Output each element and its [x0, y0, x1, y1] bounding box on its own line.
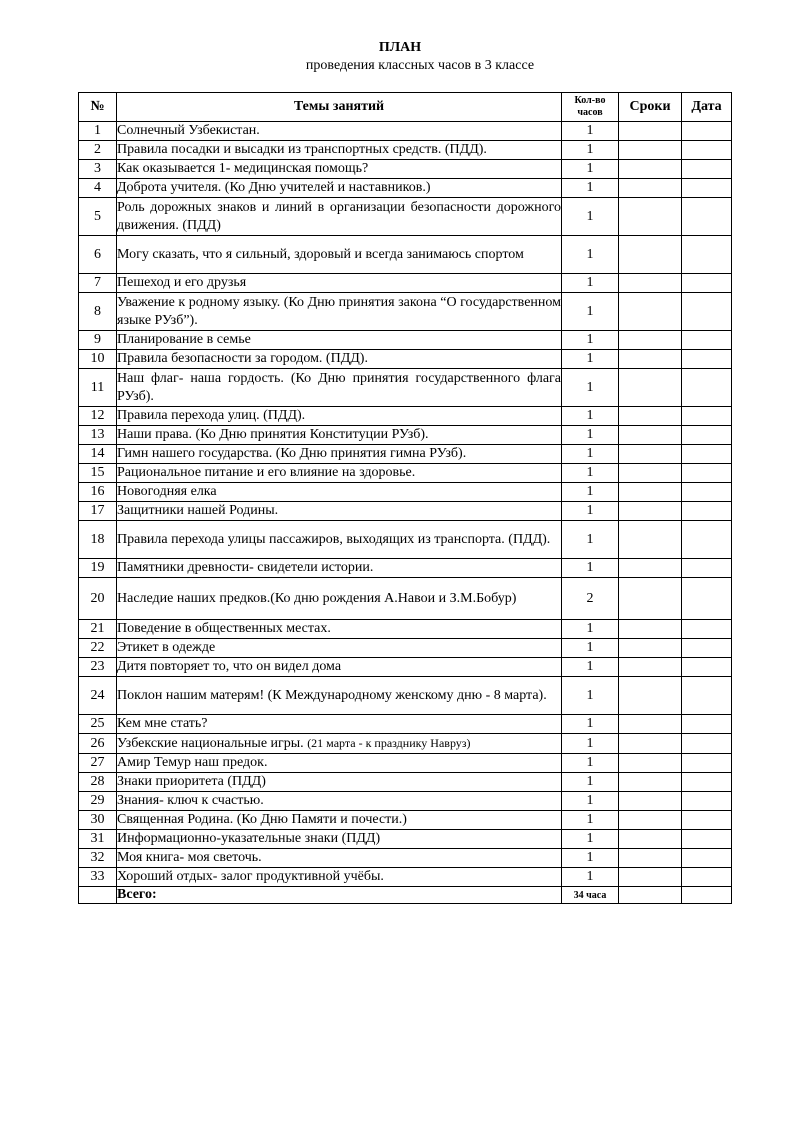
table-row	[79, 559, 732, 578]
row-topic: Правила посадки и высадки из транспортных средств. (ПДД).	[117, 141, 562, 160]
total-value: 34 часа	[562, 887, 619, 904]
row-date	[682, 658, 732, 677]
row-topic: Наш флаг- наша гордость. (Ко Дню принятия государственного флага РУзб).	[117, 369, 562, 407]
row-date	[682, 198, 732, 236]
row-date	[682, 293, 732, 331]
row-terms	[619, 620, 682, 639]
row-terms	[619, 407, 682, 426]
row-terms	[619, 734, 682, 754]
row-topic-text: Узбекские национальные игры.	[117, 736, 304, 751]
table-row	[79, 179, 732, 198]
row-topic: Знания- ключ к счастью.	[117, 792, 562, 811]
table-row	[79, 141, 732, 160]
row-num: 33	[79, 868, 117, 887]
row-num: 22	[79, 639, 117, 658]
row-topic: Дитя повторяет то, что он видел дома	[117, 658, 562, 677]
table-row	[79, 521, 732, 559]
row-date	[682, 274, 732, 293]
row-num: 14	[79, 445, 117, 464]
row-hours: 1	[562, 274, 619, 293]
row-hours: 1	[562, 179, 619, 198]
row-topic: Солнечный Узбекистан.	[117, 122, 562, 141]
row-hours: 1	[562, 502, 619, 521]
row-date	[682, 715, 732, 734]
row-hours: 1	[562, 160, 619, 179]
row-num: 17	[79, 502, 117, 521]
row-topic: Гимн нашего государства. (Ко Дню принятия гимна РУзб).	[117, 445, 562, 464]
row-date	[682, 369, 732, 407]
row-hours: 1	[562, 754, 619, 773]
row-num: 25	[79, 715, 117, 734]
row-num: 6	[79, 236, 117, 274]
row-terms	[619, 830, 682, 849]
table-row	[79, 483, 732, 502]
table-row	[79, 160, 732, 179]
row-date	[682, 160, 732, 179]
row-topic: Защитники нашей Родины.	[117, 502, 562, 521]
table-row	[79, 502, 732, 521]
row-terms	[619, 639, 682, 658]
row-num: 1	[79, 122, 117, 141]
table-row	[79, 792, 732, 811]
row-terms	[619, 445, 682, 464]
row-topic: Пешеход и его друзья	[117, 274, 562, 293]
total-terms-cell	[619, 887, 682, 904]
row-topic: Уважение к родному языку. (Ко Дню принятия закона “О государственном языке РУзб”).	[117, 293, 562, 331]
row-num: 21	[79, 620, 117, 639]
table-row	[79, 639, 732, 658]
row-num: 3	[79, 160, 117, 179]
row-terms	[619, 658, 682, 677]
row-date	[682, 426, 732, 445]
row-hours: 1	[562, 350, 619, 369]
row-topic: Наши права. (Ко Дню принятия Конституции РУзб).	[117, 426, 562, 445]
table-row	[79, 754, 732, 773]
row-hours: 1	[562, 198, 619, 236]
header-num: №	[79, 93, 117, 122]
row-hours: 1	[562, 868, 619, 887]
table-row	[79, 445, 732, 464]
row-terms	[619, 198, 682, 236]
row-date	[682, 331, 732, 350]
row-hours: 1	[562, 677, 619, 715]
row-hours: 1	[562, 715, 619, 734]
row-num: 18	[79, 521, 117, 559]
table-row	[79, 464, 732, 483]
row-terms	[619, 578, 682, 620]
row-topic: Этикет в одежде	[117, 639, 562, 658]
row-hours: 2	[562, 578, 619, 620]
table-row	[79, 274, 732, 293]
row-hours: 1	[562, 369, 619, 407]
table-row	[79, 578, 732, 620]
row-date	[682, 639, 732, 658]
plan-table	[78, 92, 732, 904]
row-terms	[619, 868, 682, 887]
row-terms	[619, 811, 682, 830]
row-terms	[619, 559, 682, 578]
row-num: 5	[79, 198, 117, 236]
row-terms	[619, 464, 682, 483]
row-hours: 1	[562, 236, 619, 274]
row-date	[682, 677, 732, 715]
header-hours-line1: Кол-во	[574, 95, 606, 106]
table-row	[79, 830, 732, 849]
row-topic: Знаки приоритета (ПДД)	[117, 773, 562, 792]
row-terms	[619, 350, 682, 369]
table-row	[79, 407, 732, 426]
row-hours: 1	[562, 773, 619, 792]
row-terms	[619, 773, 682, 792]
row-topic: Могу сказать, что я сильный, здоровый и всегда занимаюсь спортом	[117, 236, 562, 274]
row-date	[682, 620, 732, 639]
row-hours: 1	[562, 407, 619, 426]
row-topic: Доброта учителя. (Ко Дню учителей и наставников.)	[117, 179, 562, 198]
table-row	[79, 734, 732, 754]
header-topic: Темы занятий	[117, 93, 562, 122]
row-hours: 1	[562, 521, 619, 559]
table-row	[79, 198, 732, 236]
row-terms	[619, 160, 682, 179]
row-topic: Памятники древности- свидетели истории.	[117, 559, 562, 578]
table-row	[79, 773, 732, 792]
row-terms	[619, 715, 682, 734]
row-hours: 1	[562, 792, 619, 811]
table-row	[79, 369, 732, 407]
row-hours: 1	[562, 639, 619, 658]
row-num: 27	[79, 754, 117, 773]
row-topic: Моя книга- моя светочь.	[117, 849, 562, 868]
row-topic: Рациональное питание и его влияние на здоровье.	[117, 464, 562, 483]
row-hours: 1	[562, 293, 619, 331]
row-hours: 1	[562, 559, 619, 578]
row-date	[682, 868, 732, 887]
row-hours: 1	[562, 445, 619, 464]
table-row	[79, 293, 732, 331]
row-num: 7	[79, 274, 117, 293]
page-subtitle: проведения классных часов в 3 классе	[305, 58, 535, 73]
header-hours	[562, 93, 619, 122]
row-terms	[619, 274, 682, 293]
row-num: 32	[79, 849, 117, 868]
table-row	[79, 620, 732, 639]
row-topic: Священная Родина. (Ко Дню Памяти и почести.)	[117, 811, 562, 830]
row-hours: 1	[562, 483, 619, 502]
row-date	[682, 445, 732, 464]
row-terms	[619, 483, 682, 502]
row-terms	[619, 426, 682, 445]
row-terms	[619, 122, 682, 141]
total-row	[79, 887, 732, 904]
row-date	[682, 179, 732, 198]
row-date	[682, 350, 732, 369]
row-date	[682, 559, 732, 578]
row-topic: Правила перехода улиц. (ПДД).	[117, 407, 562, 426]
row-topic: Поведение в общественных местах.	[117, 620, 562, 639]
row-num: 16	[79, 483, 117, 502]
row-hours: 1	[562, 849, 619, 868]
table-row	[79, 868, 732, 887]
row-num: 15	[79, 464, 117, 483]
row-topic: Новогодняя елка	[117, 483, 562, 502]
row-date	[682, 849, 732, 868]
row-num: 23	[79, 658, 117, 677]
row-num: 31	[79, 830, 117, 849]
row-hours: 1	[562, 811, 619, 830]
header-date: Дата	[682, 93, 732, 122]
row-num: 4	[79, 179, 117, 198]
row-date	[682, 811, 732, 830]
table-row	[79, 331, 732, 350]
row-terms	[619, 502, 682, 521]
row-num: 28	[79, 773, 117, 792]
row-num: 8	[79, 293, 117, 331]
row-terms	[619, 849, 682, 868]
row-topic-note: (21 марта - к празднику Навруз)	[307, 736, 471, 750]
row-terms	[619, 236, 682, 274]
row-topic: Информационно-указательные знаки (ПДД)	[117, 830, 562, 849]
row-terms	[619, 521, 682, 559]
row-terms	[619, 293, 682, 331]
row-date	[682, 141, 732, 160]
table-row	[79, 122, 732, 141]
row-date	[682, 773, 732, 792]
row-topic: Как оказывается 1- медицинская помощь?	[117, 160, 562, 179]
header-hours-line2: часов	[577, 107, 603, 118]
row-date	[682, 464, 732, 483]
row-terms	[619, 792, 682, 811]
row-terms	[619, 179, 682, 198]
row-date	[682, 830, 732, 849]
row-date	[682, 578, 732, 620]
row-hours: 1	[562, 331, 619, 350]
header-row	[79, 93, 732, 122]
row-hours: 1	[562, 464, 619, 483]
row-date	[682, 734, 732, 754]
row-date	[682, 122, 732, 141]
row-date	[682, 236, 732, 274]
row-date	[682, 792, 732, 811]
table-row	[79, 715, 732, 734]
row-num: 13	[79, 426, 117, 445]
row-topic: Кем мне стать?	[117, 715, 562, 734]
row-hours: 1	[562, 620, 619, 639]
row-topic: Амир Темур наш предок.	[117, 754, 562, 773]
row-num: 19	[79, 559, 117, 578]
page-title: ПЛАН	[378, 40, 422, 55]
row-hours: 1	[562, 426, 619, 445]
table-row	[79, 426, 732, 445]
row-topic: Планирование в семье	[117, 331, 562, 350]
row-hours: 1	[562, 658, 619, 677]
row-terms	[619, 677, 682, 715]
row-num: 26	[79, 734, 117, 754]
row-num: 9	[79, 331, 117, 350]
row-topic: Роль дорожных знаков и линий в организации безопасности дорожного движения. (ПДД)	[117, 198, 562, 236]
row-date	[682, 483, 732, 502]
row-date	[682, 521, 732, 559]
header-terms: Сроки	[619, 93, 682, 122]
table-row	[79, 350, 732, 369]
row-topic: Поклон нашим матерям! (К Международному женскому дню - 8 марта).	[117, 677, 562, 715]
row-topic	[117, 734, 562, 754]
row-num: 10	[79, 350, 117, 369]
row-terms	[619, 331, 682, 350]
row-num: 2	[79, 141, 117, 160]
row-date	[682, 754, 732, 773]
row-hours: 1	[562, 830, 619, 849]
row-terms	[619, 141, 682, 160]
row-topic: Правила безопасности за городом. (ПДД).	[117, 350, 562, 369]
row-terms	[619, 754, 682, 773]
table-row	[79, 658, 732, 677]
row-hours: 1	[562, 122, 619, 141]
row-num: 24	[79, 677, 117, 715]
table-row	[79, 236, 732, 274]
row-date	[682, 502, 732, 521]
row-date	[682, 407, 732, 426]
table-row	[79, 677, 732, 715]
row-hours: 1	[562, 141, 619, 160]
table-row	[79, 811, 732, 830]
table-row	[79, 849, 732, 868]
row-hours: 1	[562, 734, 619, 754]
row-topic: Наследие наших предков.(Ко дню рождения А.Навои и З.М.Бобур)	[117, 578, 562, 620]
row-num: 12	[79, 407, 117, 426]
row-num: 11	[79, 369, 117, 407]
row-topic: Хороший отдых- залог продуктивной учёбы.	[117, 868, 562, 887]
row-num: 30	[79, 811, 117, 830]
total-num-cell	[79, 887, 117, 904]
row-terms	[619, 369, 682, 407]
row-num: 29	[79, 792, 117, 811]
total-date-cell	[682, 887, 732, 904]
total-label: Всего:	[117, 887, 562, 904]
row-num: 20	[79, 578, 117, 620]
row-topic: Правила перехода улицы пассажиров, выходящих из транспорта. (ПДД).	[117, 521, 562, 559]
